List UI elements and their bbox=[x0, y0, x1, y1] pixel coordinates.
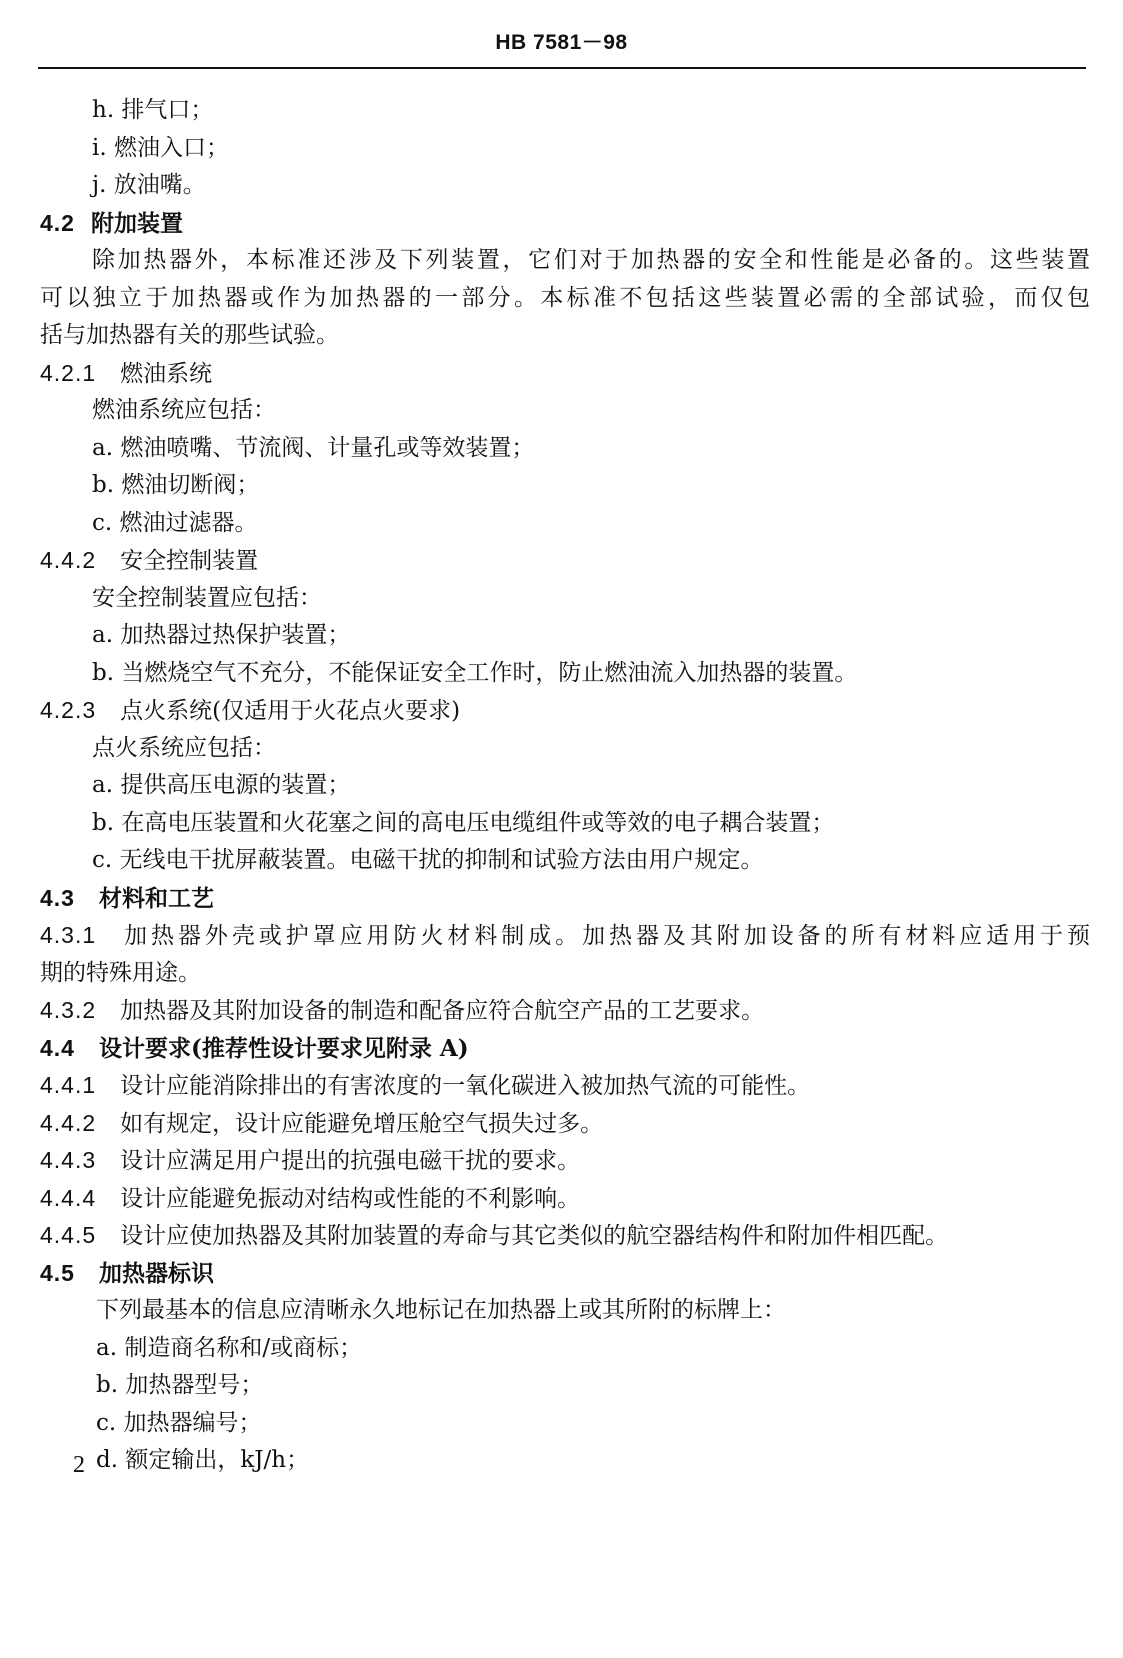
list-item: c. 加热器编号； bbox=[96, 1409, 262, 1436]
clause-number: 4.3.1 bbox=[40, 922, 97, 948]
section-title: 安全控制装置 bbox=[120, 548, 259, 574]
section-number: 4.3 bbox=[40, 884, 75, 911]
list-item: a. 加热器过热保护装置； bbox=[92, 622, 351, 648]
section-number: 4.2 bbox=[40, 209, 75, 236]
document-header: HB 7581－98 bbox=[495, 31, 628, 54]
section-title: 点火系统(仅适用于火花点火要求) bbox=[120, 698, 461, 724]
section-heading bbox=[40, 205, 1090, 243]
section-title: 燃油系统 bbox=[120, 360, 213, 387]
paragraph-line: 期的特殊用途。 bbox=[40, 959, 201, 986]
list-item: b. 加热器型号； bbox=[96, 1372, 264, 1398]
paragraph-line: 下列最基本的信息应清晰永久地标记在加热器上或其所附的标牌上： bbox=[96, 1297, 786, 1323]
clause-line bbox=[40, 1067, 1090, 1105]
list-item: i. 燃油入口； bbox=[92, 134, 229, 161]
clause-text: 设计应使加热器及其附加装置的寿命与其它类似的航空器结构件和附加件相匹配。 bbox=[120, 1223, 949, 1249]
list-item: a. 提供高压电源的装置； bbox=[92, 772, 351, 798]
list-item: h. 排气口； bbox=[92, 97, 214, 123]
clause-line bbox=[40, 992, 1090, 1030]
list-item: b. 当燃烧空气不充分，不能保证安全工作时，防止燃油流入加热器的装置。 bbox=[92, 659, 858, 686]
clause-text: 如有规定，设计应能避免增压舱空气损失过多。 bbox=[120, 1110, 604, 1137]
section-heading bbox=[40, 692, 1090, 730]
section-heading bbox=[40, 1030, 1090, 1068]
clause-text: 设计应能消除排出的有害浓度的一氧化碳进入被加热气流的可能性。 bbox=[120, 1073, 811, 1099]
list-item: c. 无线电干扰屏蔽装置。电磁干扰的抑制和试验方法由用户规定。 bbox=[92, 847, 764, 873]
clause-line bbox=[40, 1217, 1090, 1255]
list-item: d. 额定输出，kJ/h； bbox=[96, 1447, 310, 1473]
clause-number: 4.3.2 bbox=[40, 997, 97, 1023]
clause-text: 加热器外壳或护罩应用防火材料制成。加热器及其附加设备的所有材料应适用于预 bbox=[120, 923, 1090, 949]
list-item: j. 放油嘴。 bbox=[92, 172, 206, 198]
section-number: 4.2.1 bbox=[40, 359, 97, 386]
page-body bbox=[40, 92, 1090, 1480]
paragraph-line: 可以独立于加热器或作为加热器的一部分。本标准不包括这些装置必需的全部试验，而仅包 bbox=[40, 284, 1090, 311]
clause-number: 4.4.5 bbox=[40, 1222, 97, 1248]
section-title: 材料和工艺 bbox=[98, 884, 214, 912]
clause-line bbox=[40, 917, 1090, 955]
paragraph-line: 括与加热器有关的那些试验。 bbox=[40, 322, 339, 348]
section-number: 4.5 bbox=[40, 1259, 75, 1286]
clause-number: 4.4.4 bbox=[40, 1184, 97, 1211]
page-number: 2 bbox=[73, 1452, 85, 1478]
section-heading bbox=[40, 355, 1090, 393]
section-title: 加热器标识 bbox=[98, 1259, 214, 1287]
clause-text: 设计应满足用户提出的抗强电磁干扰的要求。 bbox=[120, 1148, 581, 1174]
section-number: 4.4 bbox=[40, 1034, 75, 1061]
clause-text: 加热器及其附加设备的制造和配备应符合航空产品的工艺要求。 bbox=[120, 998, 765, 1024]
list-item: a. 燃油喷嘴、节流阀、计量孔或等效装置； bbox=[92, 434, 535, 461]
list-item: c. 燃油过滤器。 bbox=[92, 509, 258, 536]
clause-number: 4.4.1 bbox=[40, 1072, 97, 1098]
section-number: 4.4.2 bbox=[40, 547, 97, 573]
paragraph-line: 点火系统应包括： bbox=[92, 734, 276, 761]
section-heading bbox=[40, 1255, 1090, 1293]
list-item: b. 在高电压装置和火花塞之间的高电压电缆组件或等效的电子耦合装置； bbox=[92, 809, 835, 836]
clause-line bbox=[40, 1142, 1090, 1180]
list-item: a. 制造商名称和/或商标； bbox=[96, 1334, 363, 1361]
paragraph-line: 燃油系统应包括： bbox=[92, 397, 276, 423]
paragraph-line: 除加热器外，本标准还涉及下列装置，它们对于加热器的安全和性能是必备的。这些装置 bbox=[92, 247, 1090, 273]
section-title: 附加装置 bbox=[90, 209, 183, 237]
section-heading bbox=[40, 880, 1090, 918]
list-item: b. 燃油切断阀； bbox=[92, 472, 260, 498]
clause-line bbox=[40, 1180, 1090, 1218]
clause-line bbox=[40, 1105, 1090, 1143]
section-title: 设计要求(推荐性设计要求见附录 A) bbox=[98, 1034, 469, 1062]
clause-text: 设计应能避免振动对结构或性能的不利影响。 bbox=[120, 1185, 581, 1212]
clause-number: 4.4.3 bbox=[40, 1147, 97, 1173]
clause-number: 4.4.2 bbox=[40, 1109, 97, 1136]
paragraph-line: 安全控制装置应包括： bbox=[92, 584, 322, 611]
section-heading bbox=[40, 542, 1090, 580]
header-rule bbox=[38, 67, 1086, 69]
section-number: 4.2.3 bbox=[40, 697, 97, 723]
